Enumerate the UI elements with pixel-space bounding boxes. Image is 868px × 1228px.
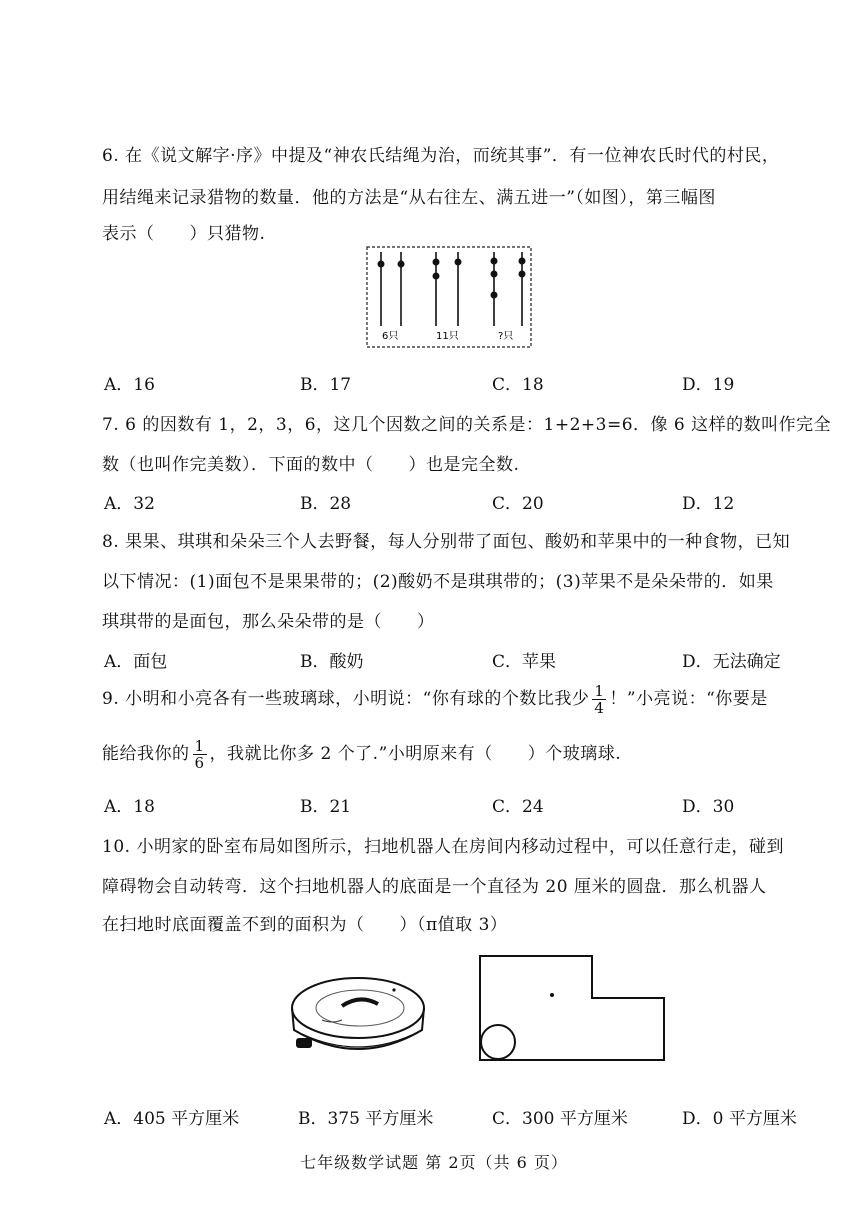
q9-line-1 bbox=[102, 683, 768, 716]
q8-option-d[interactable]: D．无法确定 bbox=[682, 652, 781, 672]
knot-rope-figure bbox=[366, 246, 532, 348]
q7-option-d[interactable]: D．12 bbox=[682, 494, 735, 514]
robot-vacuum-image bbox=[282, 968, 432, 1068]
q6-line-3: 表示（ ）只猎物. bbox=[102, 224, 266, 244]
q9-option-d[interactable]: D．30 bbox=[682, 797, 735, 817]
q6-option-d[interactable]: D．19 bbox=[682, 375, 735, 395]
q9-line-1-end: ！”小亮说：“你要是 bbox=[609, 689, 768, 709]
fraction-numerator: 1 bbox=[194, 737, 205, 755]
fraction-numerator: 1 bbox=[594, 682, 605, 700]
figure-label-unknown: ?只 bbox=[498, 331, 514, 342]
q8-line-1: 8. 果果、琪琪和朵朵三个人去野餐，每人分别带了面包、酸奶和苹果中的一种食物，已知 bbox=[102, 532, 791, 552]
q6-option-b[interactable]: B．17 bbox=[300, 375, 352, 395]
q10-option-b[interactable]: B．375 平方厘米 bbox=[298, 1109, 434, 1129]
q6-option-c[interactable]: C．18 bbox=[492, 375, 544, 395]
q6-line-1: 6. 在《说文解字·序》中提及“神农氏结绳为治，而统其事”．有一位神农氏时代的村民， bbox=[102, 146, 780, 166]
fraction-denominator: 4 bbox=[594, 699, 605, 717]
q7-option-c[interactable]: C．20 bbox=[492, 494, 544, 514]
q10-line-2: 障碍物会自动转弯．这个扫地机器人的底面是一个直径为 20 厘米的圆盘．那么机器人 bbox=[102, 877, 767, 897]
q10-line-3: 在扫地时底面覆盖不到的面积为（ ）（π值取 3） bbox=[102, 915, 508, 935]
q8-option-c[interactable]: C．苹果 bbox=[492, 652, 557, 672]
q7-line-2: 数（也叫作完美数）．下面的数中（ ）也是完全数. bbox=[102, 455, 520, 475]
q9-option-c[interactable]: C．24 bbox=[492, 797, 544, 817]
q10-option-c[interactable]: C．300 平方厘米 bbox=[492, 1109, 628, 1129]
page-footer: 七年级数学试题 第 2页（共 6 页） bbox=[300, 1153, 568, 1172]
q9-option-a[interactable]: A．18 bbox=[104, 797, 155, 817]
fraction-one-quarter bbox=[592, 683, 606, 716]
q9-option-b[interactable]: B．21 bbox=[300, 797, 352, 817]
q8-option-b[interactable]: B．酸奶 bbox=[300, 652, 364, 672]
q9-line-2-start: 能给我你的 bbox=[102, 744, 190, 764]
q10-line-1: 10. 小明家的卧室布局如图所示，扫地机器人在房间内移动过程中，可以任意行走，碰到 bbox=[102, 837, 784, 857]
q6-option-a[interactable]: A．16 bbox=[104, 375, 155, 395]
q7-option-b[interactable]: B．28 bbox=[300, 494, 352, 514]
q7-line-1: 7. 6 的因数有 1，2，3，6，这几个因数之间的关系是：1+2+3=6．像 6 这样的数叫作完全 bbox=[102, 415, 832, 435]
figure-label-11: 11只 bbox=[436, 331, 459, 342]
room-floor-plan bbox=[476, 952, 668, 1064]
q7-option-a[interactable]: A．32 bbox=[104, 494, 155, 514]
q9-line-1-start: 9. 小明和小亮各有一些玻璃球，小明说：“你有球的个数比我少 bbox=[102, 689, 590, 709]
fraction-denominator: 6 bbox=[194, 754, 205, 772]
q8-option-a[interactable]: A．面包 bbox=[104, 652, 168, 672]
figure-label-6: 6只 bbox=[382, 331, 399, 342]
q8-line-3: 琪琪带的是面包，那么朵朵带的是（ ） bbox=[102, 612, 435, 632]
q6-line-2: 用结绳来记录猎物的数量．他的方法是“从右往左、满五进一”（如图），第三幅图 bbox=[102, 188, 716, 208]
q9-line-2 bbox=[102, 738, 621, 771]
q8-line-2: 以下情况：(1)面包不是果果带的；(2)酸奶不是琪琪带的；(3)苹果不是朵朵带的．如果 bbox=[102, 572, 774, 592]
q10-option-d[interactable]: D．0 平方厘米 bbox=[682, 1109, 797, 1129]
q9-line-2-end: ，我就比你多 2 个了.”小明原来有（ ）个玻璃球. bbox=[209, 744, 622, 764]
q10-option-a[interactable]: A．405 平方厘米 bbox=[104, 1109, 240, 1129]
fraction-one-sixth bbox=[193, 738, 207, 771]
